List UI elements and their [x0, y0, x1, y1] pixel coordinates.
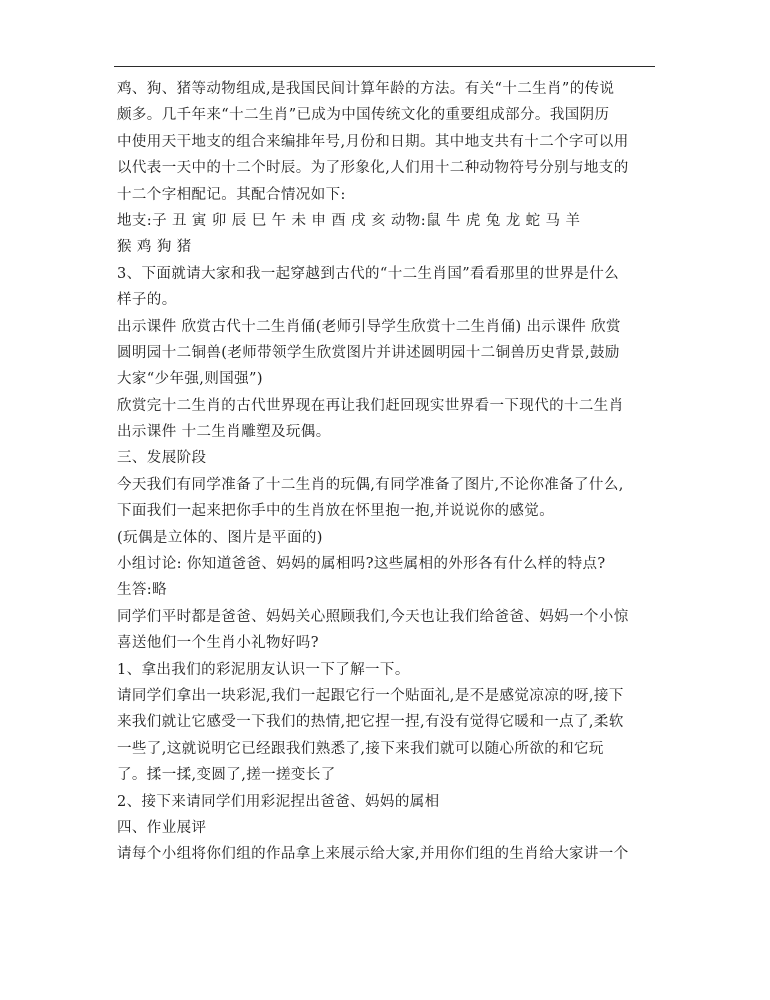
text-line: 下面我们一起来把你手中的生肖放在怀里抱一抱,并说说你的感觉。 — [117, 503, 555, 520]
text-line: 样子的。 — [117, 292, 177, 309]
text-line: 喜送他们一个生肖小礼物好吗? — [117, 635, 319, 652]
text-line: 同学们平时都是爸爸、妈妈关心照顾我们,今天也让我们给爸爸、妈妈一个小惊 — [117, 608, 629, 625]
text-line: 圆明园十二铜兽(老师带领学生欣赏图片并讲述圆明园十二铜兽历史背景,鼓励 — [117, 344, 620, 361]
text-line: 小组讨论: 你知道爸爸、妈妈的属相吗?这些属相的外形各有什么样的特点? — [117, 556, 606, 573]
section-heading: 三、发展阶段 — [117, 450, 207, 467]
text-line: 请同学们拿出一块彩泥,我们一起跟它行一个贴面礼,是不是感觉凉凉的呀,接下 — [117, 687, 624, 704]
text-line: 一些了,这就说明它已经跟我们熟悉了,接下来我们就可以随心所欲的和它玩 — [117, 740, 604, 757]
text-line: 出示课件 欣赏古代十二生肖俑(老师引导学生欣赏十二生肖俑) 出示课件 欣赏 — [117, 318, 621, 335]
text-line: 了。揉一揉,变圆了,搓一搓变长了 — [117, 767, 336, 784]
text-line: 生答:略 — [117, 582, 167, 599]
text-line: 中使用天干地支的组合来编排年号,月份和日期。其中地支共有十二个字可以用 — [117, 133, 629, 150]
section-heading: 四、作业展评 — [117, 819, 207, 836]
text-line: 2、接下来请同学们用彩泥捏出爸爸、妈妈的属相 — [117, 793, 440, 810]
header-rule — [114, 66, 655, 67]
text-line: 欣赏完十二生肖的古代世界现在再让我们赶回现实世界看一下现代的十二生肖 — [117, 397, 624, 414]
text-line: 请每个小组将你们组的作品拿上来展示给大家,并用你们组的生肖给大家讲一个 — [117, 846, 629, 863]
text-line: 1、拿出我们的彩泥朋友认识一下了解一下。 — [117, 661, 410, 678]
text-line: 颇多。几千年来“十二生肖”已成为中国传统文化的重要组成部分。我国阴历 — [117, 107, 610, 124]
text-line: 猴 鸡 狗 猪 — [117, 239, 192, 256]
text-line: 十二个字相配记。其配合情况如下: — [117, 186, 346, 203]
text-line: 鸡、狗、猪等动物组成,是我国民间计算年龄的方法。有关“十二生肖”的传说 — [117, 81, 615, 97]
text-line: 3、下面就请大家和我一起穿越到古代的“十二生肖国”看看那里的世界是什么 — [117, 265, 620, 282]
text-line: 今天我们有同学准备了十二生肖的玩偶,有同学准备了图片,不论你准备了什么, — [117, 476, 624, 493]
text-line: 以代表一天中的十二个时辰。为了形象化,人们用十二种动物符号分别与地支的 — [117, 160, 629, 177]
document-body — [117, 76, 657, 868]
text-line: 出示课件 十二生肖雕塑及玩偶。 — [117, 424, 331, 441]
text-line: 地支:子 丑 寅 卯 辰 巳 午 未 申 酉 戌 亥 动物:鼠 牛 虎 兔 龙 蛇 马 羊 — [117, 212, 581, 229]
text-line: 大家“少年强,则国强”) — [117, 371, 263, 388]
text-line: 来我们就让它感受一下我们的热情,把它捏一捏,有没有觉得它暖和一点了,柔软 — [117, 714, 624, 731]
text-line: (玩偶是立体的、图片是平面的) — [117, 529, 323, 546]
